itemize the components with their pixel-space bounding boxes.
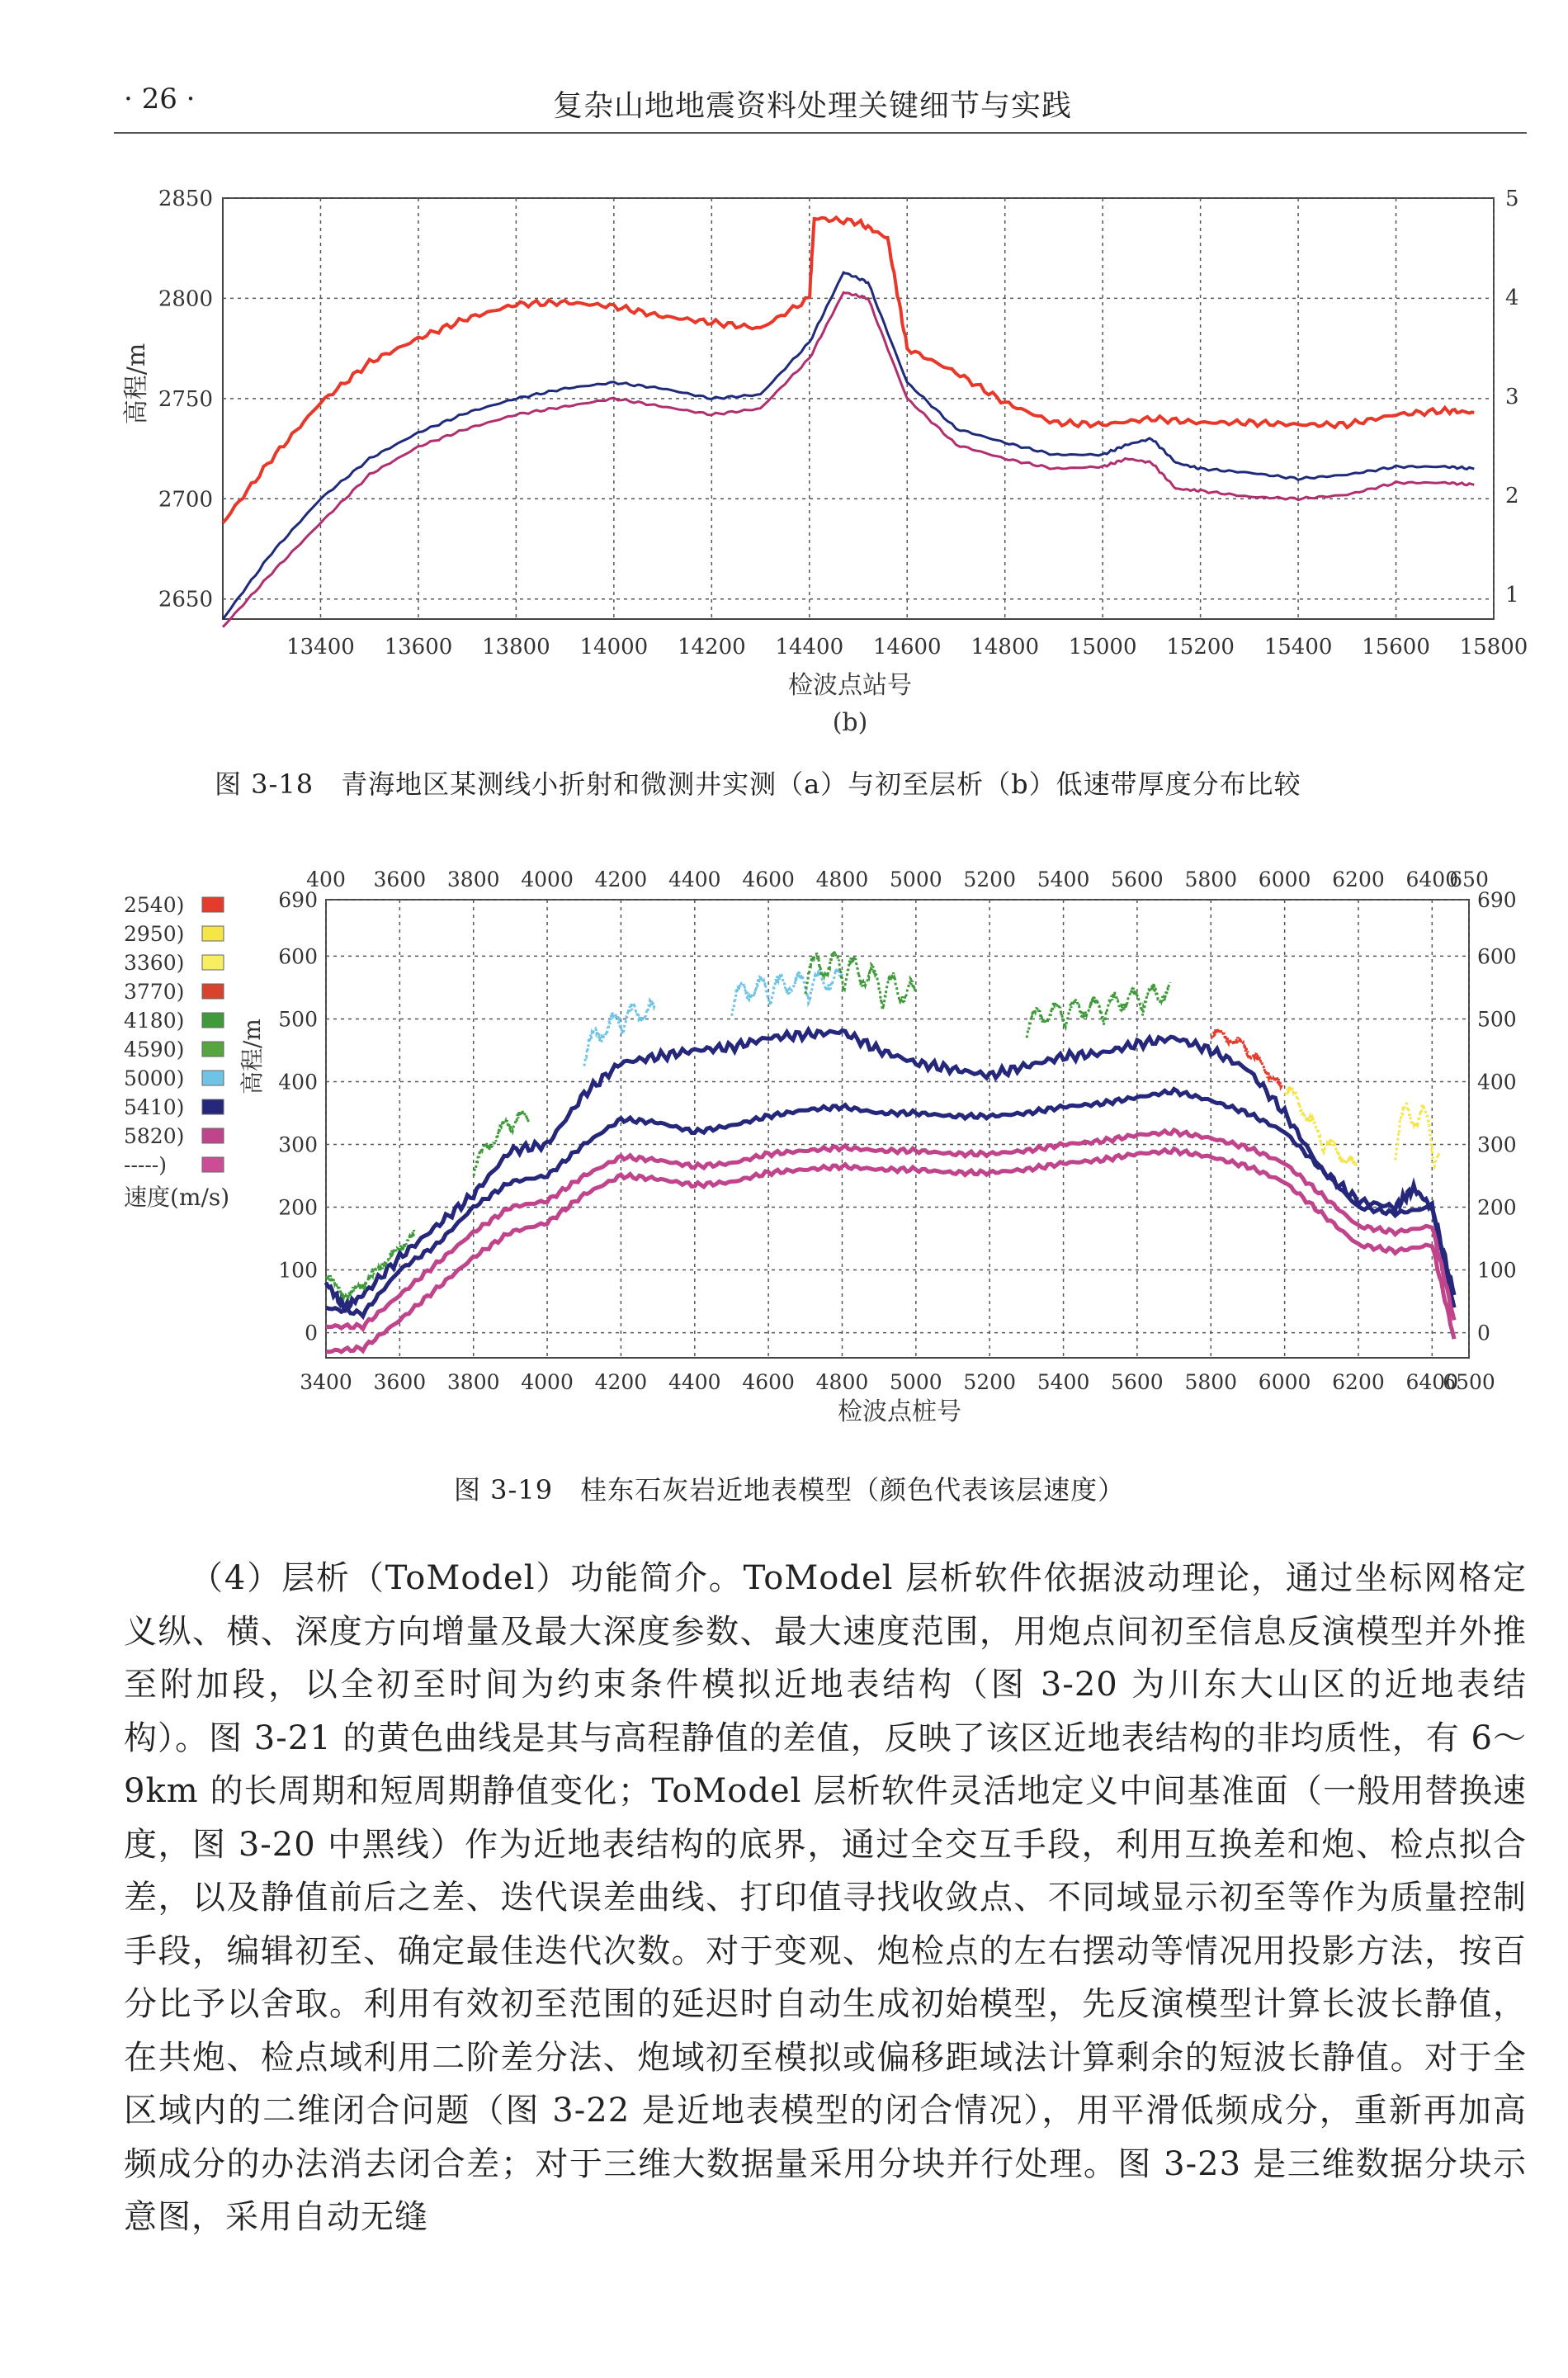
- chart2-x-tick-label: 4000: [521, 1370, 574, 1394]
- chart1-x-tick-label: 15400: [1263, 635, 1333, 660]
- chart2-x-tick-label: 4600: [742, 1370, 795, 1394]
- chart1-series-navy-line: [223, 272, 1474, 619]
- chart2-y2-tick-label: 0: [1477, 1321, 1490, 1345]
- chart2-y2-tick-label: 300: [1477, 1132, 1517, 1157]
- chart2-x-top-tick-label: 6400: [1405, 868, 1459, 891]
- chart1-y2-tick-label: 2: [1505, 484, 1519, 508]
- chart2-y2-tick-label: 600: [1477, 944, 1517, 969]
- body-paragraph: （4）层析（ToModel）功能简介。ToModel 层析软件依据波动理论，通过坐标网格定义纵、横、深度方向增量及最大深度参数、最大速度范围，用炮点间初至信息反演模型并外推至附加段，以全初至时间为约束条件模拟近地表结构（图 3-20 为川东大山区的近地表结构）。图 3-21 的黄色曲线是其与高程静值的差值，反映了该区近地表结构的非均质性，有 6～9km 的长周期和短周期静值变化；ToModel 层析软件灵活地定义中间基准面（一般用替换速度，图 3-20 中黑线）作为近地表结构的底界，通过全交互手段，利用互换差和炮、检点拟合差，以及静值前后之差、迭代误差曲线、打印值寻找收敛点、不同域显示初至等作为质量控制手段，编辑初至、确定最佳迭代次数。对于变观、炮检点的左右摆动等情况用投影方法，按百分比予以舍取。利用有效初至范围的延迟时自动生成初始模型，先反演模型计算长波长静值，在共炮、检点域利用二阶差分法、炮域初至模拟或偏移距域法计算剩余的短波长静值。对于全区域内的二维闭合问题（图 3-22 是近地表模型的闭合情况），用平滑低频成分，重新再加高频成分的办法消去闭合差；对于三维大数据量采用分块并行处理。图 3-23 是三维数据分块示意图，采用自动无缝: [124, 1559, 1527, 2236]
- chart2-x-top-tick-label: 5400: [1037, 868, 1090, 891]
- legend-label: 5000): [124, 1066, 185, 1090]
- legend-label: 4180): [124, 1009, 185, 1033]
- chart1-x-ticks: [286, 635, 1528, 660]
- chart2-x-tick-label: 3600: [373, 1370, 427, 1394]
- chart2-x-ticks: [300, 1370, 1495, 1394]
- chart1-y-tick-label: 2800: [158, 286, 213, 312]
- page-number: · 26 ·: [124, 83, 196, 116]
- chart2-x-top-tick-label: 6000: [1258, 868, 1311, 891]
- figure-3-18-caption: 图 3-18 青海地区某测线小折射和微测井实测（a）与初至层析（b）低速带厚度分布比较: [215, 768, 1301, 800]
- chart1-y2-tick-label: 3: [1505, 385, 1519, 409]
- legend-label: 2540): [124, 893, 185, 917]
- chart2-y-tick-label: 300: [278, 1132, 318, 1157]
- chart2-x-top-tick-label: 3600: [373, 868, 427, 891]
- chart2-x-tick-label: 4800: [815, 1370, 869, 1394]
- chart2-x-top-tick-label: 4400: [668, 868, 721, 891]
- chart2-x-tick-label: 6500: [1443, 1370, 1495, 1394]
- chart1-y-tick-label: 2700: [158, 487, 213, 513]
- chart1-y-tick-label: 2850: [158, 187, 213, 211]
- chart2-x-tick-label: 5400: [1037, 1370, 1090, 1394]
- chart2-y-tick-label: 690: [278, 888, 318, 912]
- chart2-x-top-tick-label: 650: [1449, 868, 1489, 891]
- chart1-x-tick-label: 14400: [775, 635, 844, 660]
- chart2-x-tick-label: 6400: [1405, 1370, 1459, 1394]
- legend-label: 5820): [124, 1124, 185, 1148]
- chart1-series: [223, 217, 1474, 626]
- figure-3-18-chart: [0, 165, 1568, 759]
- figure-3-18-sublabel: (b): [832, 708, 868, 737]
- chart2-x-top-tick-label: 4000: [521, 868, 574, 891]
- legend-swatch: [202, 1042, 224, 1057]
- chart2-y2-tick-label: 100: [1477, 1258, 1517, 1283]
- chart2-x-top-ticks: [306, 868, 1489, 891]
- legend-label: 3770): [124, 980, 185, 1004]
- chart2-ylabel: 高程/m: [239, 1019, 266, 1094]
- chart2-y-tick-label: 200: [278, 1195, 318, 1220]
- chart2-y-tick-label: 500: [278, 1007, 318, 1032]
- chart2-x-top-tick-label: 3800: [446, 868, 500, 891]
- figure-3-19-chart: [0, 842, 1568, 1436]
- legend-swatch: [202, 897, 224, 912]
- chart2-y2-tick-label: 500: [1477, 1007, 1517, 1032]
- chart1-y2-tick-label: 5: [1505, 187, 1519, 211]
- chart2-x-top-tick-label: 4800: [815, 868, 869, 891]
- chart2-series: [326, 951, 1454, 1352]
- chart2-x-tick-label: 6200: [1332, 1370, 1385, 1394]
- chart1-x-tick-label: 15600: [1362, 635, 1430, 660]
- chart2-x-top-tick-label: 5000: [890, 868, 942, 891]
- legend-swatch: [202, 1099, 224, 1114]
- figure-3-19-caption: 图 3-19 桂东石灰岩近地表模型（颜色代表该层速度）: [454, 1474, 1126, 1506]
- chart2-x-tick-label: 5600: [1111, 1370, 1164, 1394]
- legend-swatch: [202, 1013, 224, 1028]
- running-header: [124, 83, 1527, 132]
- chart2-x-tick-label: 5200: [963, 1370, 1017, 1394]
- chart1-y-ticks: [158, 187, 213, 612]
- chart2-velocity-segment: [584, 1000, 656, 1066]
- chart2-x-tick-label: 5000: [890, 1370, 942, 1394]
- chart2-y2-tick-label: 200: [1477, 1195, 1517, 1220]
- chart2-y2-tick-label: 690: [1477, 888, 1517, 912]
- chart2-x-top-tick-label: 5800: [1184, 868, 1238, 891]
- chart2-x-tick-label: 6000: [1258, 1370, 1311, 1394]
- chart2-velocity-segment: [1027, 982, 1170, 1038]
- chart1-x-tick-label: 14200: [677, 635, 746, 660]
- chart1-x-tick-label: 13400: [286, 635, 355, 660]
- chart1-y2-tick-label: 4: [1505, 286, 1519, 310]
- chart1-x-tick-label: 14600: [872, 635, 942, 660]
- chart2-x-top-tick-label: 5200: [963, 868, 1017, 891]
- chart1-x-tick-label: 15000: [1068, 635, 1137, 660]
- chart1-x-tick-label: 15800: [1459, 635, 1528, 660]
- legend-label: 3360): [124, 951, 185, 975]
- chart2-x-tick-label: 4200: [594, 1370, 648, 1394]
- legend-swatch: [202, 955, 224, 970]
- legend-label: 2950): [124, 922, 185, 946]
- chart2-velocity-segment: [474, 1110, 529, 1176]
- chart2-velocity-segment: [1396, 1104, 1440, 1166]
- chart2-y-tick-label: 600: [278, 944, 318, 969]
- chart2-x-tick-label: 3400: [300, 1370, 352, 1394]
- chart1-y2-ticks: [1505, 187, 1519, 608]
- chart1-x-tick-label: 13600: [384, 635, 453, 660]
- legend-label: -----): [124, 1153, 167, 1177]
- chart2-x-top-tick-label: 5600: [1111, 868, 1164, 891]
- chart2-y-tick-label: 100: [278, 1258, 318, 1283]
- chart2-x-tick-label: 4400: [668, 1370, 721, 1394]
- chart2-x-tick-label: 3800: [446, 1370, 500, 1394]
- legend-swatch: [202, 926, 224, 941]
- chart2-y-tick-label: 400: [278, 1070, 318, 1094]
- chart2-xlabel: 检波点桩号: [838, 1397, 961, 1426]
- legend-swatch: [202, 984, 224, 999]
- chart2-x-top-tick-label: 400: [306, 868, 346, 891]
- chart1-y-tick-label: 2650: [158, 587, 213, 612]
- chart1-x-tick-label: 15200: [1166, 635, 1235, 660]
- chart1-x-tick-label: 14800: [971, 635, 1040, 660]
- legend: [124, 893, 224, 1177]
- chart2-x-top-tick-label: 6200: [1332, 868, 1385, 891]
- legend-swatch: [202, 1157, 224, 1172]
- chart2-y-tick-label: 0: [305, 1321, 318, 1345]
- chart1-y2-tick-label: 1: [1505, 583, 1519, 608]
- chart1-frame: [223, 198, 1494, 619]
- chart2-x-top-tick-label: 4200: [594, 868, 648, 891]
- chart2-x-tick-label: 5800: [1184, 1370, 1238, 1394]
- legend-label: 5410): [124, 1095, 185, 1119]
- chart2-y2-tick-label: 400: [1477, 1070, 1517, 1094]
- legend-title: 速度(m/s): [124, 1184, 230, 1211]
- chart1-y-tick-label: 2750: [158, 386, 213, 412]
- chart1-grid: [223, 198, 1494, 619]
- chart1-x-tick-label: 13800: [482, 635, 550, 660]
- chart1-ylabel: 高程/m: [122, 343, 151, 425]
- chart1-xlabel: 检波点站号: [788, 671, 912, 700]
- chart2-x-top-tick-label: 4600: [742, 868, 795, 891]
- book-title: 复杂山地地震资料处理关键细节与实践: [553, 89, 1073, 123]
- header-rule: [114, 132, 1527, 134]
- legend-swatch: [202, 1071, 224, 1085]
- legend-label: 4590): [124, 1038, 185, 1061]
- chart1-x-tick-label: 14000: [579, 635, 649, 660]
- legend-swatch: [202, 1128, 224, 1143]
